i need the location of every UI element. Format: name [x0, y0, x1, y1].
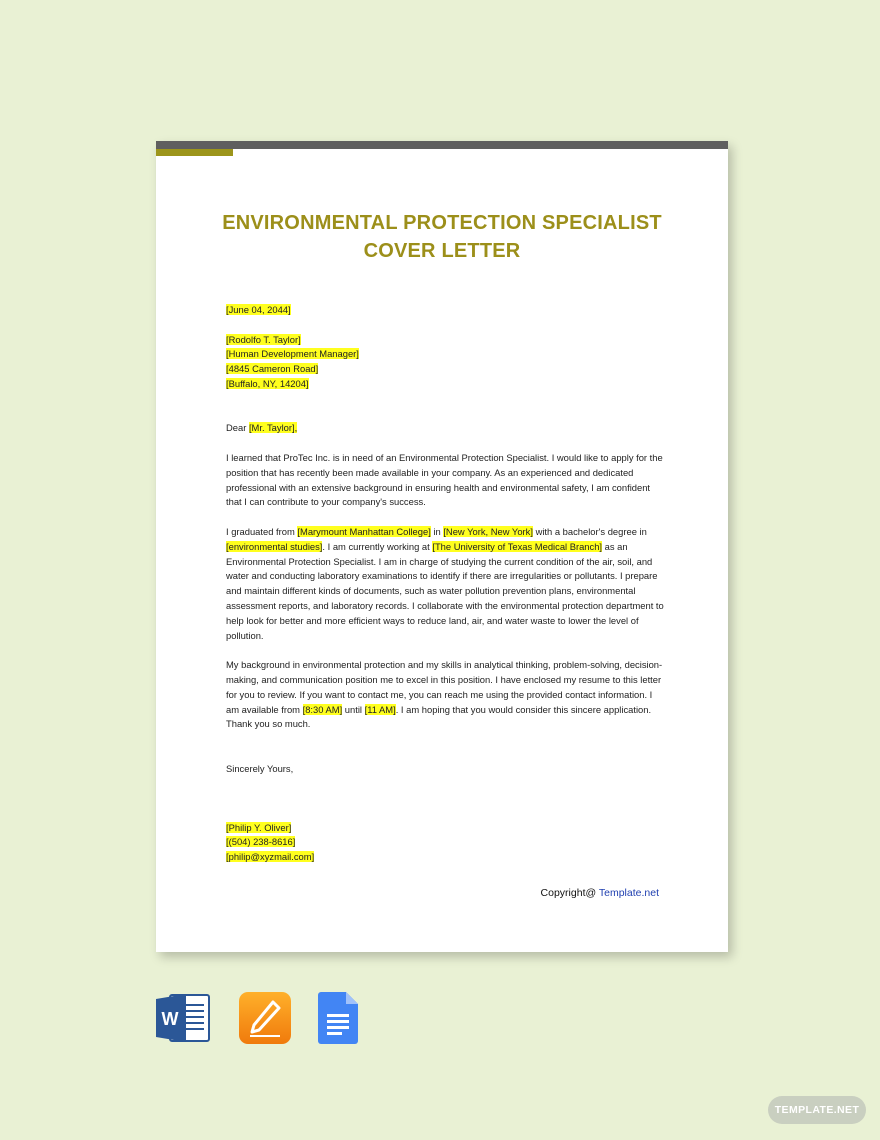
copyright-line: [541, 887, 659, 899]
copyright-link[interactable]: Template.net: [598, 887, 659, 899]
p2-text-1: I graduated from: [226, 525, 298, 537]
recipient-name: [Rodolfo T. Taylor]: [226, 333, 301, 345]
p2-text-4: . I am currently working at: [322, 540, 433, 552]
paragraph-3: [226, 658, 666, 732]
word-icon[interactable]: [156, 992, 210, 1044]
end-time-field: [11 AM]: [364, 703, 396, 715]
letter-title: [156, 209, 728, 265]
letter-body: [226, 303, 666, 865]
p2-text-3: with a bachelor's degree in: [532, 525, 647, 537]
svg-text:W: W: [161, 1009, 179, 1029]
accent-bar: [156, 149, 233, 156]
start-time-field: [8:30 AM]: [302, 703, 343, 715]
sender-name: [Philip Y. Oliver]: [226, 821, 292, 833]
sender-phone: [(504) 238-8616]: [226, 836, 296, 848]
degree-field: [environmental studies]: [226, 540, 323, 552]
salutation: [226, 421, 666, 436]
sender-email: [philip@xyzmail.com]: [226, 851, 315, 863]
salutation-prefix: Dear: [226, 422, 249, 434]
college-field: [Marymount Manhattan College]: [297, 525, 431, 537]
p3-text-1: My background in environmental protection and my skills in analytical thinking, problem-solving, decision-making, and communication position me to excel in this position. I have enclosed my resume to this letter for you to review. If you want to contact me, you can reach me using the provided contact information. I am available from: [226, 659, 663, 715]
paragraph-2: [226, 525, 666, 643]
p3-text-2: until: [342, 703, 365, 715]
title-line-1: ENVIRONMENTAL PROTECTION SPECIALIST: [222, 212, 662, 234]
p2-text-5: as an Environmental Protection Specialist. I am in charge of studying the current condition of the air, soil, and water and conducting laboratory examinations to identify if there are irregularities or pollutants. I prepare and maintain different kinds of documents, such as water pollution prevention plans, environmental assessment reports, and laboratory records. I collaborate with the environmental protection department to help look for better and more efficient ways to reduce land, air, and water waste to lower the level of pollution.: [226, 540, 664, 641]
copyright-prefix: Copyright@: [540, 887, 599, 899]
p3-text-3: . I am hoping that you would consider this sincere application. Thank you so much.: [226, 703, 652, 730]
template-watermark: TEMPLATE.NET: [768, 1096, 866, 1124]
closing: Sincerely Yours,: [226, 762, 294, 774]
title-line-2: COVER LETTER: [363, 240, 521, 262]
salutation-name: [Mr. Taylor],: [248, 422, 298, 434]
employer-field: [The University of Texas Medical Branch]: [432, 540, 603, 552]
top-bar: [156, 141, 728, 149]
google-docs-icon[interactable]: [318, 992, 358, 1044]
paragraph-1: I learned that ProTec Inc. is in need of an Environmental Protection Specialist. I would like to apply for the position that has recently been made available in your company. As an experienced and dedicated professional with an extensive background in ensuring health and environmental safety, I am confident that I can contribute to your company's success.: [226, 451, 663, 508]
letter-date: [June 04, 2044]: [226, 304, 291, 315]
location-field: [New York, New York]: [443, 525, 533, 537]
pages-icon[interactable]: [239, 992, 291, 1044]
p2-text-2: in: [430, 525, 444, 537]
letter-page: [156, 141, 728, 952]
recipient-position: [Human Development Manager]: [226, 348, 359, 360]
recipient-city: [Buffalo, NY, 14204]: [226, 377, 309, 389]
recipient-street: [4845 Cameron Road]: [226, 363, 319, 375]
